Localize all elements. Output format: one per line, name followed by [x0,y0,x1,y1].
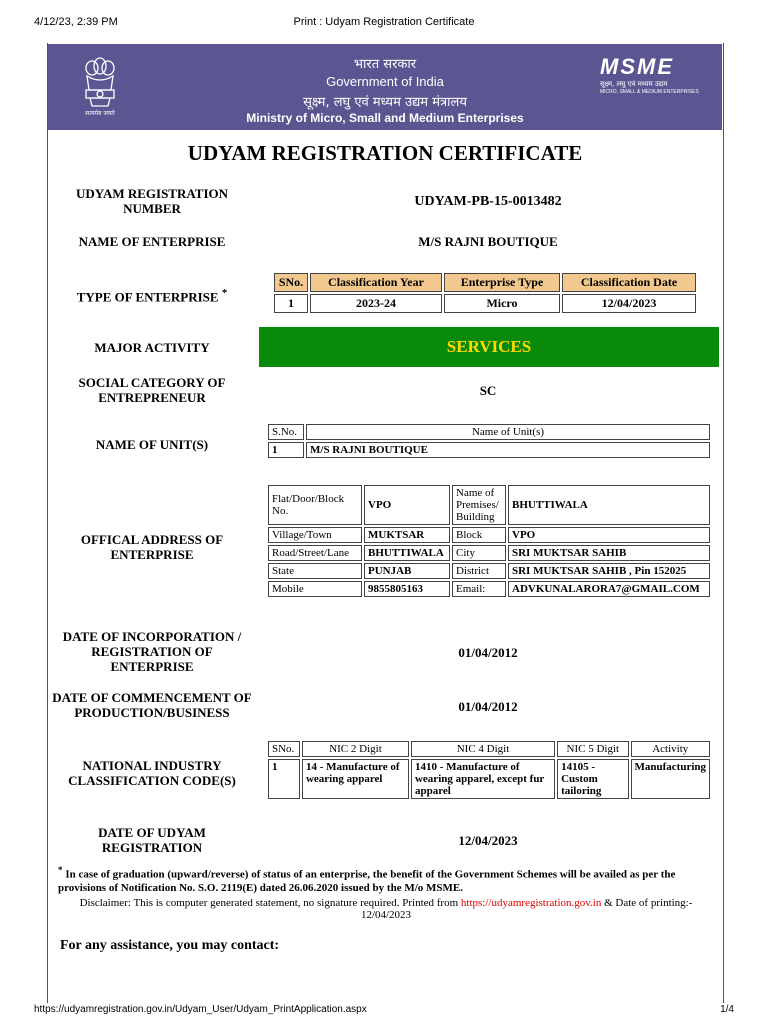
table-cell: 14 - Manufacture of wearing apparel [302,759,409,799]
table-cell: 1410 - Manufacture of wearing apparel, except fur apparel [411,759,555,799]
state-label: State [268,563,362,579]
table-cell: Manufacturing [631,759,711,799]
village-value: MUKTSAR [364,527,450,543]
nic-label: NATIONAL INDUSTRY CLASSIFICATION CODE(S) [68,758,236,788]
social-category-label: SOCIAL CATEGORY OF ENTREPRENEUR [78,375,226,405]
table-header-row [274,273,696,292]
table-row [268,442,710,458]
commencement-label: DATE OF COMMENCEMENT OF PRODUCTION/BUSINESS [52,690,252,720]
reg-number-label: UDYAM REGISTRATION NUMBER [75,186,229,216]
print-url: https://udyamregistration.gov.in/Udyam_User/Udyam_PrintApplication.aspx [34,1004,367,1015]
table-cell: 1 [274,294,308,313]
email-label: Email: [452,581,506,597]
msme-logo-word: MSME [600,54,674,79]
table-row [268,527,710,543]
commencement-value: 01/04/2012 [458,699,518,714]
block-label: Block [452,527,506,543]
district-value: SRI MUKTSAR SAHIB , Pin 152025 [508,563,710,579]
incorporation-label: DATE OF INCORPORATION / REGISTRATION OF ENTERPRISE [62,629,242,674]
incorporation-value: 01/04/2012 [458,645,518,660]
flat-label: Flat/Door/Block No. [268,485,362,525]
block-value: VPO [508,527,710,543]
note-text: In case of graduation (upward/reverse) of status of an enterprise, the benefit of the Government Schemes will be availed as per the provisions of Notification No. S.O. 2119(E) dated 26.06.2020 issued by the M/o MSME. [58,868,676,894]
city-value: SRI MUKTSAR SAHIB [508,545,710,561]
city-label: City [452,545,506,561]
table-header: S.No. [268,424,304,440]
table-header: NIC 5 Digit [557,741,628,757]
disclaimer-suffix: & Date of printing:- 12/04/2023 [360,897,693,921]
table-header: NIC 2 Digit [302,741,409,757]
banner-govt: Government of India [326,74,444,89]
table-cell: 2023-24 [310,294,442,313]
units-label: NAME OF UNIT(S) [95,437,209,452]
contact-heading: For any assistance, you may contact: [60,938,280,953]
table-header: Enterprise Type [444,273,560,292]
mobile-value: 9855805163 [364,581,450,597]
enterprise-type-label [52,286,252,304]
print-page-title: Print : Udyam Registration Certificate [293,16,475,28]
state-value: PUNJAB [364,563,450,579]
note-star: * [58,865,63,875]
major-activity-value: SERVICES [259,327,719,367]
mobile-label: Mobile [268,581,362,597]
table-row [268,485,710,525]
flat-value: VPO [364,485,450,525]
premises-value: BHUTTIWALA [508,485,710,525]
email-value: ADVKUNALARORA7@GMAIL.COM [508,581,710,597]
table-header: Name of Unit(s) [306,424,710,440]
table-header: Classification Year [310,273,442,292]
units-table [266,422,712,460]
table-row [274,294,696,313]
print-header [0,0,768,44]
msme-logo [600,54,706,110]
print-datetime: 4/12/23, 2:39 PM [34,16,118,28]
table-row [268,545,710,561]
table-row [268,581,710,597]
table-cell: Micro [444,294,560,313]
disclaimer [58,897,714,921]
social-category-value: SC [479,383,497,398]
print-footer [0,1000,768,1024]
udyam-date-value: 12/04/2023 [458,833,518,848]
page-number: 1/4 [720,1004,734,1015]
major-activity-label: MAJOR ACTIVITY [94,340,210,355]
road-label: Road/Street/Lane [268,545,362,561]
address-table [266,483,712,599]
table-cell: 14105 - Custom tailoring [557,759,628,799]
banner-ministry: Ministry of Micro, Small and Medium Enterprises [246,111,524,125]
table-header: SNo. [274,273,308,292]
road-value: BHUTTIWALA [364,545,450,561]
disclaimer-prefix: Disclaimer: This is computer generated statement, no signature required. Printed from [79,897,461,909]
table-cell: 12/04/2023 [562,294,696,313]
reg-number-value: UDYAM-PB-15-0013482 [414,194,562,209]
enterprise-type-label-text: TYPE OF ENTERPRISE [76,289,219,305]
banner-hindi-govt: भारत सरकार [353,57,417,72]
table-header-row [268,424,710,440]
udyam-link[interactable]: https://udyamregistration.gov.in [460,897,602,909]
ministry-banner [48,44,722,130]
table-header: Classification Date [562,273,696,292]
table-header: NIC 4 Digit [411,741,555,757]
district-label: District [452,563,506,579]
msme-logo-english: MICRO, SMALL & MEDIUM ENTERPRISES [600,89,699,95]
village-label: Village/Town [268,527,362,543]
table-row [268,759,710,799]
classification-table [272,271,698,315]
table-cell: 1 [268,759,300,799]
udyam-date-label: DATE OF UDYAM REGISTRATION [98,825,206,855]
enterprise-type-star: * [221,287,228,299]
banner-hindi-ministry: सूक्ष्म, लघु एवं मध्यम उद्यम मंत्रालय [303,95,467,110]
table-header-row [268,741,710,757]
emblem-caption: सत्यमेव जयते [85,110,115,117]
table-header: Activity [631,741,711,757]
table-cell: 1 [268,442,304,458]
msme-logo-hindi: सूक्ष्म, लघु एवं मध्यम उद्यम [600,80,668,88]
premises-label: Name of Premises/ Building [452,485,506,525]
certificate-title: UDYAM REGISTRATION CERTIFICATE [187,141,583,165]
table-cell: M/S RAJNI BOUTIQUE [306,442,710,458]
table-header: SNo. [268,741,300,757]
nic-table [266,739,712,801]
table-row [268,563,710,579]
address-label: OFFICAL ADDRESS OF ENTERPRISE [80,532,224,562]
enterprise-name-value: M/S RAJNI BOUTIQUE [418,234,558,249]
enterprise-name-label: NAME OF ENTERPRISE [78,234,226,249]
graduation-note [58,864,714,895]
